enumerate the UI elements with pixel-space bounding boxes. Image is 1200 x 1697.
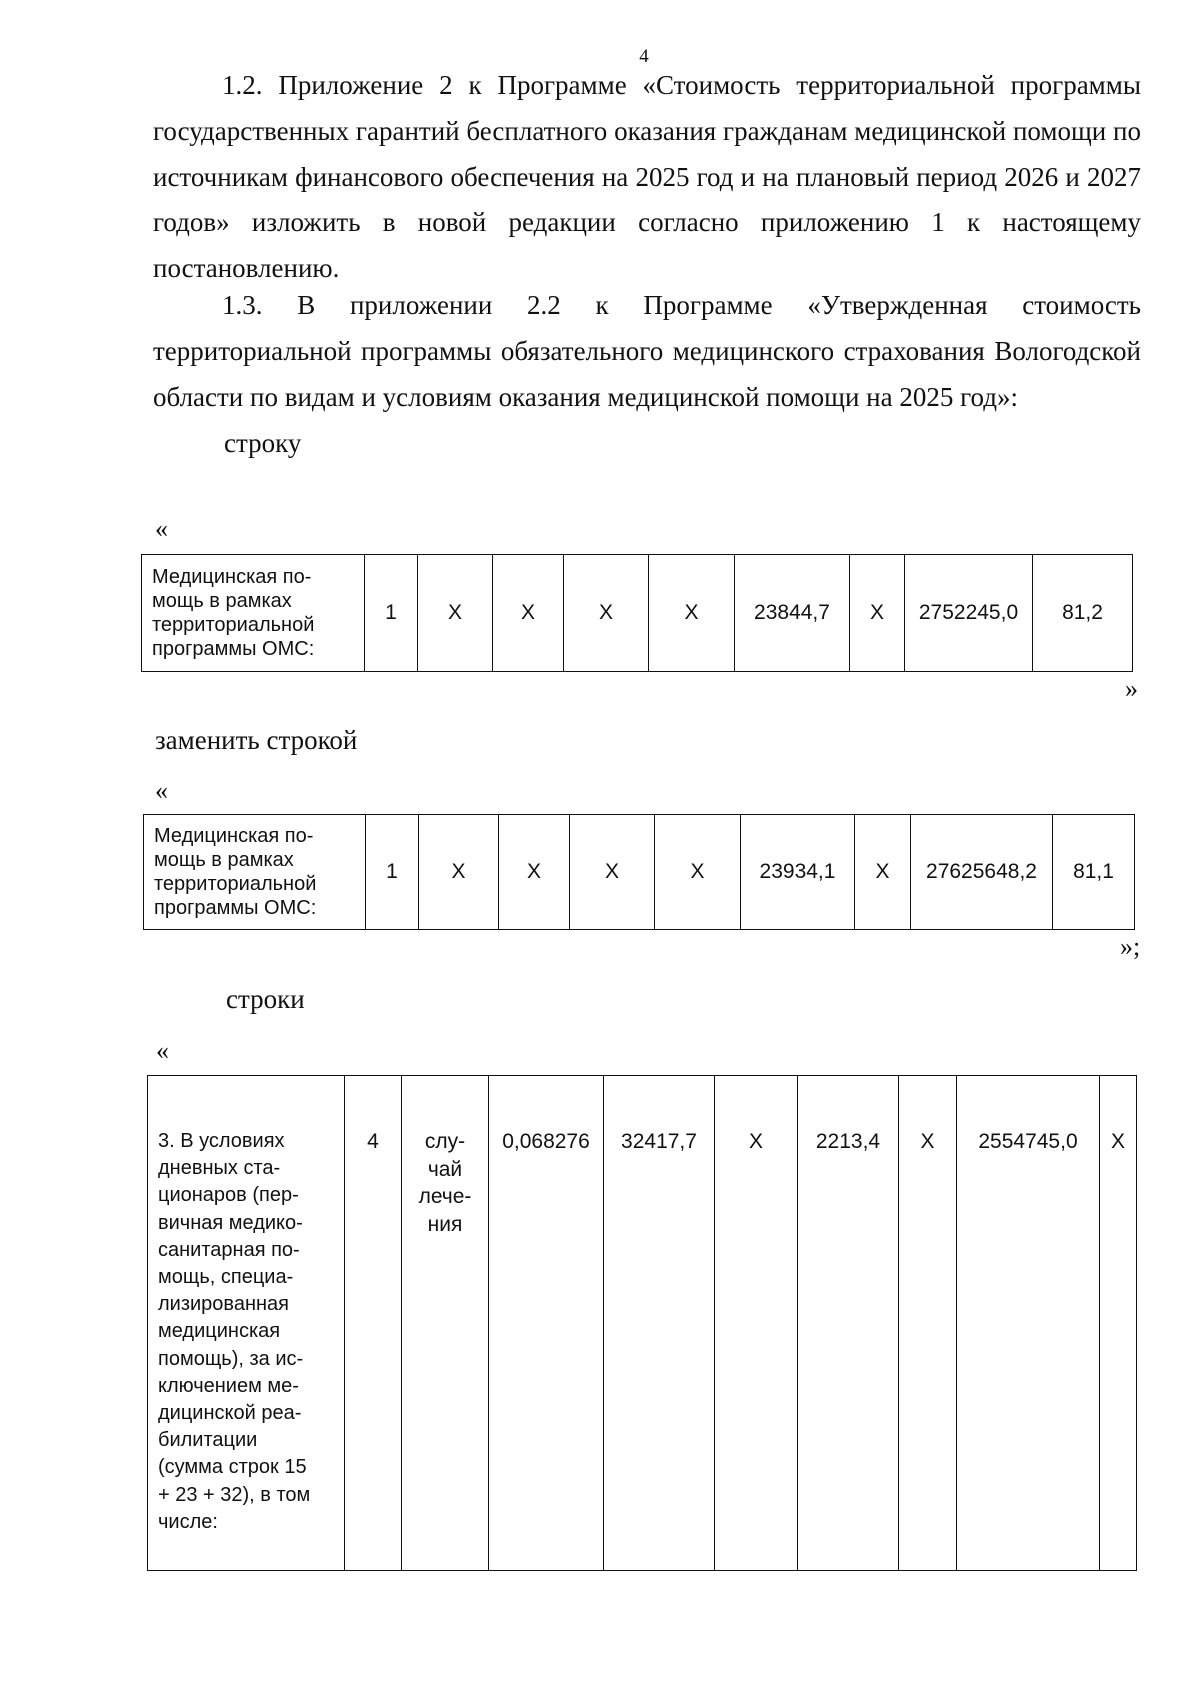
close-quote-1: » (1125, 674, 1138, 703)
word-stroki: строки (226, 984, 305, 1014)
new-row-cell: 81,1 (1053, 815, 1135, 930)
new-row-label: Медицинская по- мощь в рамках территориальной программы ОМС: (144, 815, 366, 930)
page-number: 4 (639, 46, 649, 67)
rows-table-cell: Х (899, 1076, 957, 1571)
word-zamenit: заменить строкой (155, 725, 358, 755)
paragraph-1-2 (153, 63, 1141, 292)
new-row-cell: 1 (366, 815, 419, 930)
open-quote: « (156, 1036, 169, 1065)
rows-table-cell: Х (715, 1076, 798, 1571)
old-row-cell: Х (649, 555, 735, 672)
new-row (144, 815, 1135, 930)
rows-table-cell: 2554745,0 (957, 1076, 1100, 1571)
rows-table (147, 1075, 1137, 1571)
old-row-cell: 81,2 (1033, 555, 1133, 672)
rows-table-cell: Х (1100, 1076, 1137, 1571)
new-row-cell: 27625648,2 (911, 815, 1053, 930)
old-row-table (141, 554, 1133, 672)
close-quote-semicolon: »; (1120, 932, 1141, 961)
word-stroku: строку (224, 428, 302, 458)
paragraph-1-3 (153, 283, 1141, 420)
old-row-cell: 1 (365, 555, 418, 672)
old-row-cell: Х (564, 555, 649, 672)
new-row-cell: Х (855, 815, 911, 930)
new-row-cell: 23934,1 (741, 815, 855, 930)
paragraph-1-3-text: 1.3. В приложении 2.2 к Программе «Утвержденная стоимость территориальной программы обязательного медицинского страхования Вологодской области по видам и условиям оказания медицинской помощи на 2025 год»: (153, 290, 1141, 412)
new-row-cell: Х (419, 815, 499, 930)
new-row-cell: Х (499, 815, 570, 930)
rows-table-label: 3. В условиях дневных ста- ционаров (пер- вичная медико- санитарная по- мощь, специа- лизированная медицинская помощь), за ис- ключением ме- дицинской реа- билитации (сумма строк 15 + 23 + 32), в том числе: (148, 1076, 345, 1571)
open-quote: « (155, 776, 168, 805)
rows-table-unit: слу- чай лече- ния (402, 1076, 489, 1571)
old-row-cell: Х (850, 555, 905, 672)
paragraph-1-2-text: 1.2. Приложение 2 к Программе «Стоимость территориальной программы государственных гарантий бесплатного оказания гражданам медицинской помощи по источникам финансового обеспечения на 2025 год и на плановый период 2026 и 2027 годов» изложить в новой редакции согласно приложению 1 к настоящему постановлению. (153, 70, 1141, 284)
old-row-cell: Х (493, 555, 564, 672)
old-row-label: Медицинская по- мощь в рамках территориальной программы ОМС: (142, 555, 365, 672)
rows-table-row-number: 4 (345, 1076, 402, 1571)
old-row-cell: Х (418, 555, 493, 672)
rows-table-row (148, 1076, 1137, 1571)
rows-table-cell: 2213,4 (798, 1076, 899, 1571)
old-row (142, 555, 1133, 672)
rows-table-cell: 0,068276 (489, 1076, 604, 1571)
open-quote: « (155, 514, 168, 543)
old-row-cell: 2752245,0 (905, 555, 1033, 672)
rows-table-cell: 32417,7 (604, 1076, 715, 1571)
new-row-table (143, 814, 1135, 930)
new-row-cell: Х (655, 815, 741, 930)
new-row-cell: Х (570, 815, 655, 930)
old-row-cell: 23844,7 (735, 555, 850, 672)
